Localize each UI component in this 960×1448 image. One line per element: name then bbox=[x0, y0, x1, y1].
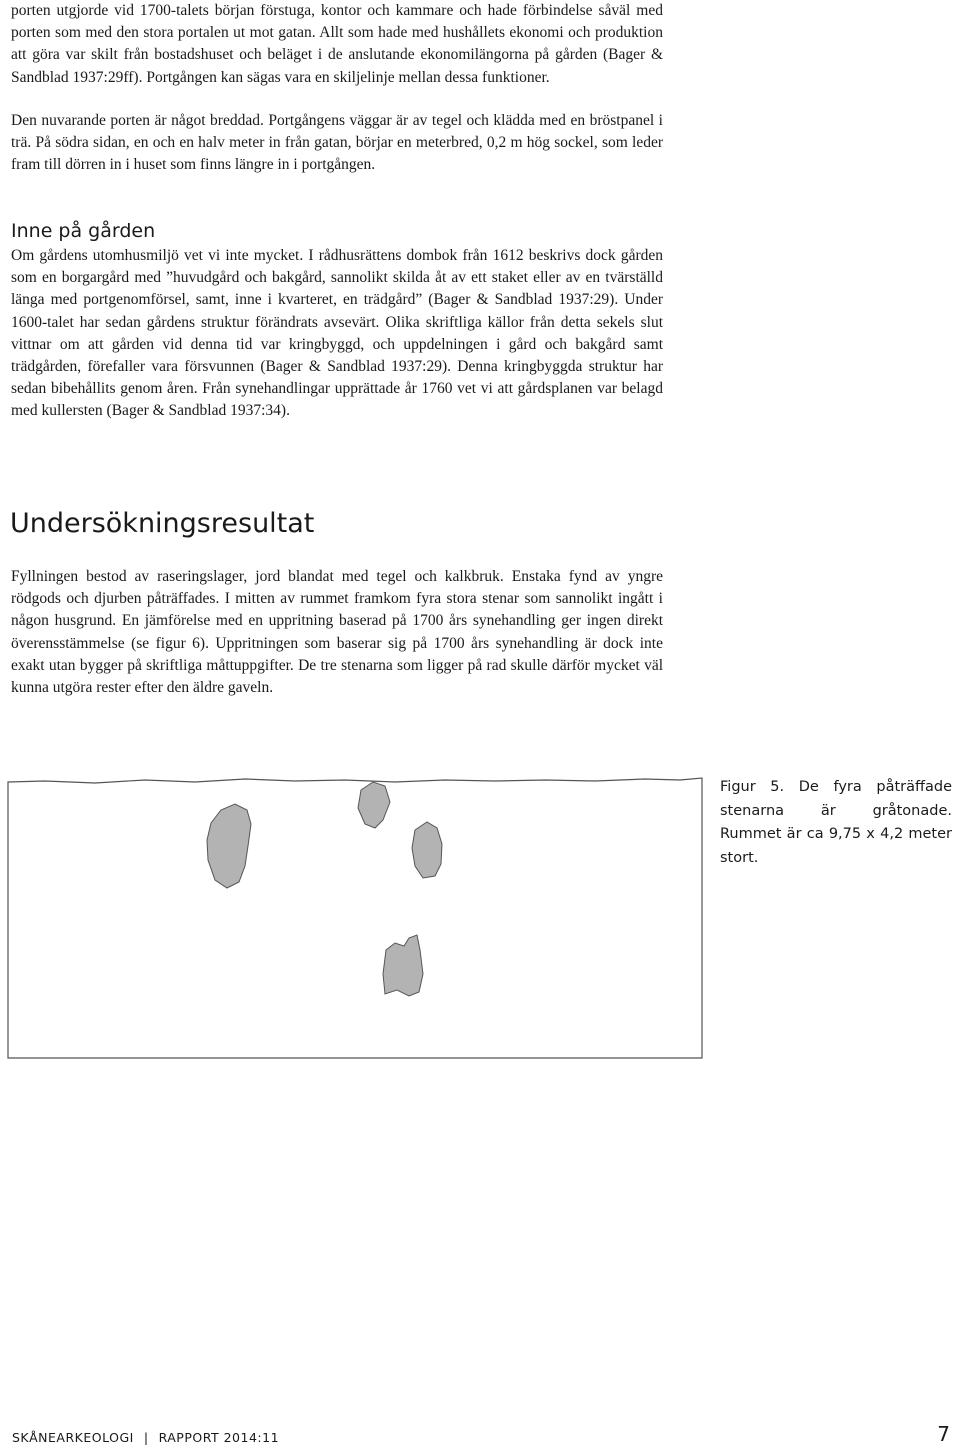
room-outline bbox=[8, 778, 702, 1058]
excavation-plan-drawing bbox=[5, 760, 705, 1060]
garden-paragraph: Om gårdens utomhusmiljö vet vi inte mycket. I rådhusrättens dombok från 1612 beskrivs dock gården som en borgargård med ”huvudgård och bakgård, sannolikt skilda åt av ett staket eller av en tvärställd länga med portgenomförsel, samt, inne i kvarteret, en trädgård” (Bager & Sandblad 1937:29). Under 1600-talet har sedan gårdens struktur förändrats avsevärt. Olika skriftliga källor från detta sekels slut vittnar om att gården vid denna tid var kringbyggd, och uppdelningen i gård och bakgård samt trädgården, förefaller vara försvunnen (Bager & Sandblad 1937:29). Denna kringbyggda struktur har sedan bibehållits genom åren. Från synehandlingar upprättade år 1760 vet vi att gårdsplanen var belagd med kullersten (Bager & Sandblad 1937:34). bbox=[11, 247, 663, 420]
footer bbox=[12, 1430, 279, 1445]
section-heading-garden: Inne på gården bbox=[11, 220, 156, 242]
footer-publisher: SKÅNEARKEOLOGI bbox=[12, 1430, 134, 1445]
intro-paragraph-2: Den nuvarande porten är något breddad. Portgångens väggar är av tegel och klädda med en bröstpanel i trä. På södra sidan, en och en halv meter in från gatan, börjar en meterbred, 0,2 m hög sockel, som leder fram till dörren in i huset som finns längre in i portgången. bbox=[11, 112, 663, 174]
footer-separator: | bbox=[143, 1430, 149, 1445]
results-paragraph: Fyllningen bestod av raseringslager, jord blandat med tegel och kalkbruk. Enstaka fynd av yngre rödgods och djurben påträffades. I mitten av rummet framkom fyra stora stenar som sannolikt ingått i någon husgrund. En jämförelse med en uppritning baserad på 1700 års synehandling ger ingen direkt överensstämmelse (se figur 6). Uppritningen som baserar sig på 1700 års synehandling är dock inte exakt utan bygger på skriftliga måttuppgifter. De tre stenarna som ligger på rad skulle därför mycket väl kunna utgöra rester efter den äldre gaveln. bbox=[11, 568, 663, 697]
page-number: 7 bbox=[937, 1422, 950, 1446]
footer-report: RAPPORT 2014:11 bbox=[158, 1430, 280, 1445]
excavation-plan-figure bbox=[5, 760, 705, 1060]
intro-paragraph-1: porten utgjorde vid 1700-talets början förstuga, kontor och kammare och hade förbindelse såväl med porten som med den stora portalen ut mot gatan. Allt som hade med hushållets ekonomi och produktion att göra var skilt från bostadshuset och beläget i de anslutande ekonomilängorna på gården (Bager & Sandblad 1937:29ff). Portgången kan sägas vara en skiljelinje mellan dessa funktioner. bbox=[11, 2, 663, 86]
section-heading-results: Undersökningsresultat bbox=[10, 508, 315, 539]
figure-caption: Figur 5. De fyra påträffade stenarna är gråtonade. Rummet är ca 9,75 x 4,2 meter stort. bbox=[720, 779, 952, 866]
